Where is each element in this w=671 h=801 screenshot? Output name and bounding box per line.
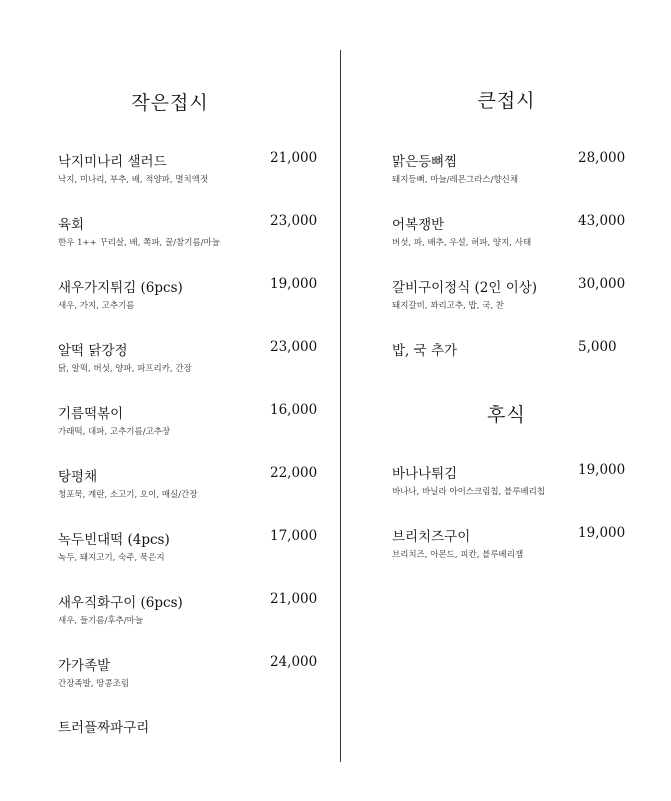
menu-item-price: 17,000 bbox=[270, 528, 318, 544]
menu-item-name: 탕평채 bbox=[58, 469, 98, 485]
menu-item-name: 새우가지튀김 (6pcs) bbox=[58, 280, 183, 296]
menu-item-price: 43,000 bbox=[578, 213, 626, 229]
dessert-title: 후식 bbox=[487, 404, 526, 426]
menu-item-price: 23,000 bbox=[270, 339, 318, 355]
menu-item-name: 브리치즈구이 bbox=[392, 529, 471, 545]
menu-item-price: 21,000 bbox=[270, 150, 318, 166]
menu-item-name: 낙지미나리 샐러드 bbox=[58, 154, 167, 170]
menu-item-desc: 가래떡, 대파, 고추기름/고추장 bbox=[58, 427, 171, 437]
menu-item-price: 19,000 bbox=[270, 276, 318, 292]
menu-item-price: 28,000 bbox=[578, 150, 626, 166]
menu-item-desc: 버섯, 파, 배추, 우설, 허파, 양지, 사태 bbox=[392, 238, 532, 248]
menu-item-price: 19,000 bbox=[578, 525, 626, 541]
menu-item-name: 가가족발 bbox=[58, 658, 111, 674]
menu-item-desc: 한우 1++ 꾸리살, 배, 쪽파, 꿀/참기름/마늘 bbox=[58, 238, 220, 248]
menu-item-desc: 돼지등뼈, 마늘/레몬그라스/향신채 bbox=[392, 175, 519, 185]
menu-item-price: 30,000 bbox=[578, 276, 626, 292]
menu-item-name: 육회 bbox=[58, 217, 85, 233]
menu-item-desc: 새우, 가지, 고추기름 bbox=[58, 301, 135, 311]
menu-item-desc: 간장족발, 땅콩조림 bbox=[58, 679, 130, 689]
column-divider bbox=[340, 50, 341, 762]
large-plates-title: 큰접시 bbox=[477, 90, 536, 112]
menu-item-price: 21,000 bbox=[270, 591, 318, 607]
menu-item-desc: 닭, 알떡, 버섯, 양파, 파프리카, 간장 bbox=[58, 364, 192, 374]
menu-item-name: 어복쟁반 bbox=[392, 217, 445, 233]
menu-item-name: 알떡 닭강정 bbox=[58, 343, 128, 359]
menu-item-name: 기름떡볶이 bbox=[58, 406, 124, 422]
menu-item-price: 22,000 bbox=[270, 465, 318, 481]
menu-item-desc: 녹두, 돼지고기, 숙주, 묵은지 bbox=[58, 553, 165, 563]
menu-item-name: 바나나튀김 bbox=[392, 466, 458, 482]
menu-item-price: 19,000 bbox=[578, 462, 626, 478]
menu-item-desc: 브리치즈, 아몬드, 피칸, 블루베리잼 bbox=[392, 550, 524, 560]
menu-item-name: 밥, 국 추가 bbox=[392, 343, 458, 359]
menu-item-name: 맑은등뼈찜 bbox=[392, 154, 458, 170]
menu-item-desc: 돼지갈비, 꽈리고추, 밥, 국, 찬 bbox=[392, 301, 504, 311]
menu-item-desc: 청포묵, 계란, 소고기, 오이, 매실/간장 bbox=[58, 490, 198, 500]
menu-item-price: 23,000 bbox=[270, 213, 318, 229]
menu-item-name: 새우직화구이 (6pcs) bbox=[58, 595, 183, 611]
menu-item-desc: 새우, 들기름/후추/마늘 bbox=[58, 616, 144, 626]
small-plates-title: 작은접시 bbox=[131, 92, 209, 114]
menu-item-name: 녹두빈대떡 (4pcs) bbox=[58, 532, 170, 548]
menu-item-price: 24,000 bbox=[270, 654, 318, 670]
menu-item-price: 5,000 bbox=[578, 339, 617, 355]
menu-item-name: 갈비구이정식 (2인 이상) bbox=[392, 280, 538, 296]
menu-item-desc: 바나나, 바닐라 아이스크림칩, 블루베리칩 bbox=[392, 487, 546, 497]
menu-item-desc: 낙지, 미나리, 부추, 배, 적양파, 멸치액젓 bbox=[58, 175, 209, 185]
menu-item-price: 16,000 bbox=[270, 402, 318, 418]
menu-item-name: 트러플짜파구리 bbox=[58, 720, 150, 736]
